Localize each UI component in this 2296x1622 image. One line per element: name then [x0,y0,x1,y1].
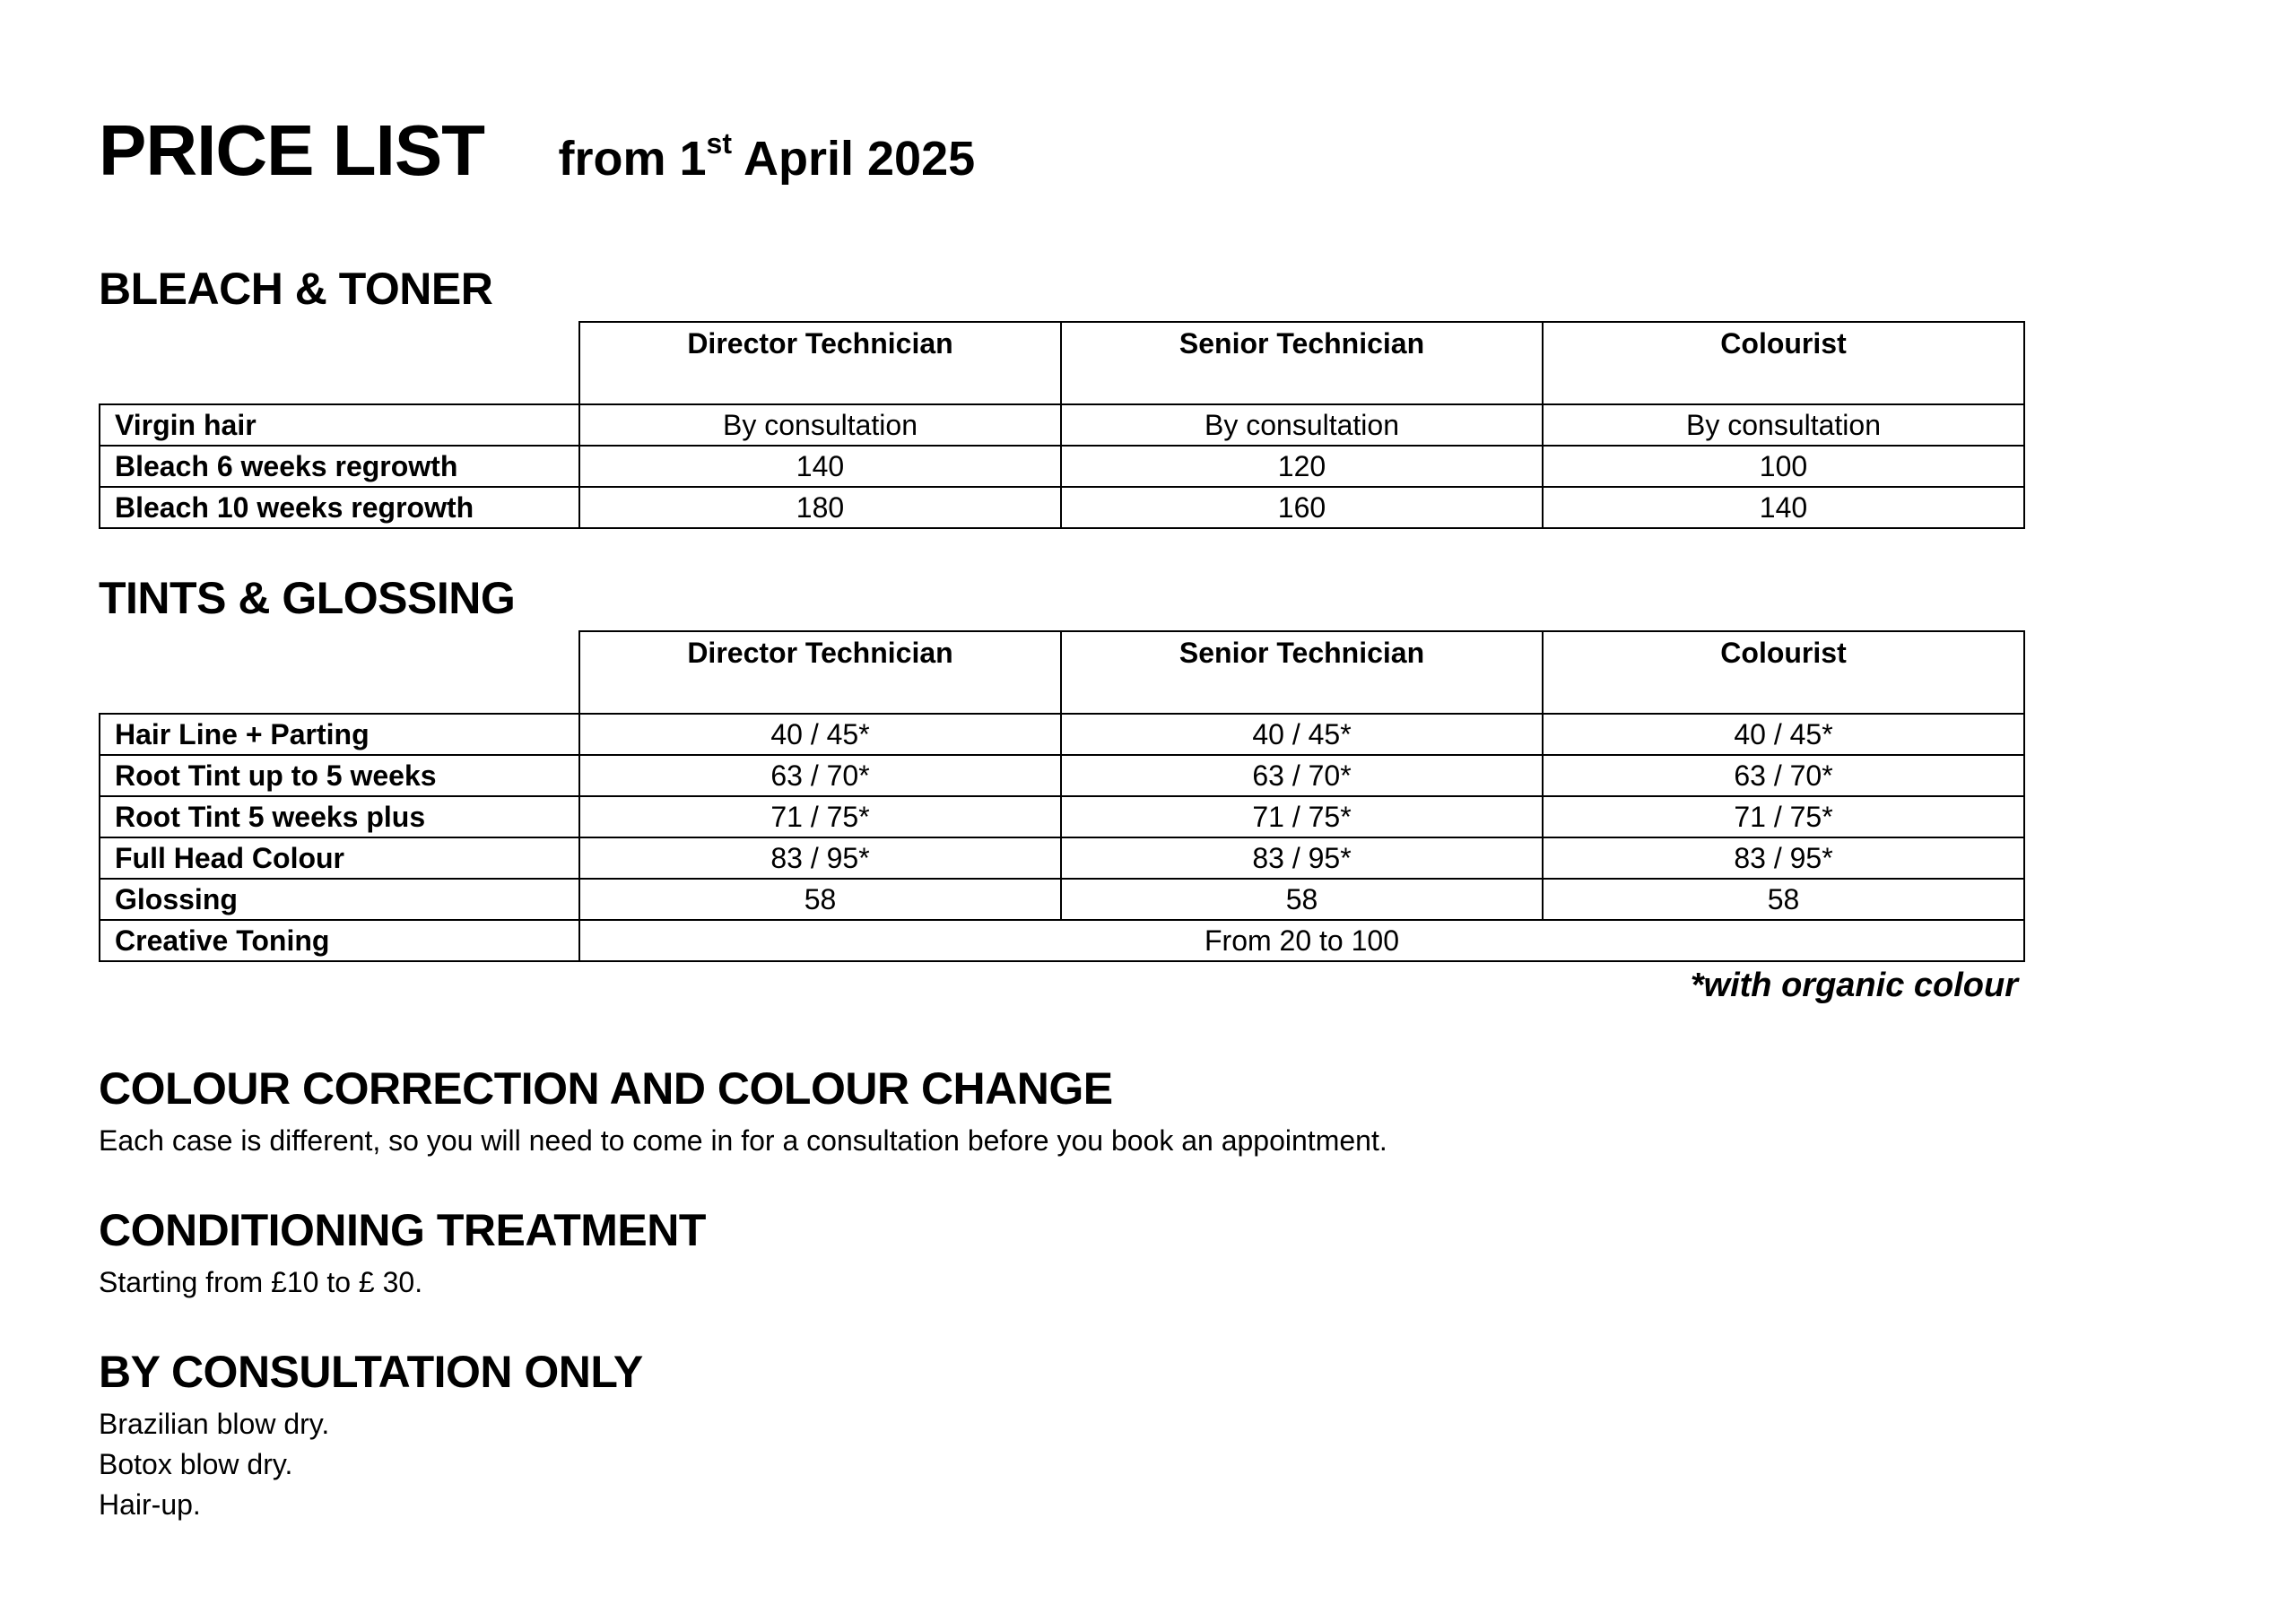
conditioning-heading: CONDITIONING TREATMENT [99,1205,706,1255]
price-cell: 40 / 45* [1061,714,1543,755]
list-item: Hair-up. [99,1488,201,1521]
page-title: PRICE LIST [99,110,485,190]
price-cell: By consultation [579,404,1061,446]
table-row [100,446,2024,487]
merged-price-cell: From 20 to 100 [579,920,2024,961]
price-cell: 120 [1061,446,1543,487]
table-row [100,404,2024,446]
row-label: Hair Line + Parting [100,714,579,755]
price-cell: 83 / 95* [579,837,1061,879]
list-item: Brazilian blow dry. [99,1408,330,1440]
tints-col-senior: Senior Technician [1061,631,1543,714]
tints-col-colourist: Colourist [1543,631,2024,714]
effective-date-prefix: from 1 [558,132,707,186]
colour-correction-text: Each case is different, so you will need to come in for a consultation before you book an appointment. [99,1124,1387,1157]
price-cell: 140 [1543,487,2024,528]
row-label: Full Head Colour [100,837,579,879]
price-cell: 83 / 95* [1543,837,2024,879]
bleach-col-senior: Senior Technician [1061,322,1543,404]
tints-header-row [100,631,2024,714]
effective-date-ordinal: st [706,127,732,160]
table-row [100,487,2024,528]
bleach-col-colourist: Colourist [1543,322,2024,404]
row-label: Bleach 10 weeks regrowth [100,487,579,528]
tints-heading: TINTS & GLOSSING [99,573,516,623]
tints-header-blank [100,631,579,714]
row-label: Root Tint 5 weeks plus [100,796,579,837]
price-cell: 58 [1543,879,2024,920]
consultation-only-heading: BY CONSULTATION ONLY [99,1347,643,1397]
table-row [100,837,2024,879]
bleach-heading: BLEACH & TONER [99,264,493,314]
table-row [100,920,2024,961]
price-cell: 40 / 45* [1543,714,2024,755]
price-cell: 100 [1543,446,2024,487]
price-cell: 63 / 70* [579,755,1061,796]
effective-date-suffix: April 2025 [732,132,976,186]
price-cell: 71 / 75* [1543,796,2024,837]
price-cell: By consultation [1061,404,1543,446]
table-row [100,879,2024,920]
price-cell: 71 / 75* [1061,796,1543,837]
conditioning-text: Starting from £10 to £ 30. [99,1266,423,1298]
price-cell: 71 / 75* [579,796,1061,837]
bleach-header-row [100,322,2024,404]
price-cell: 58 [1061,879,1543,920]
price-cell: 180 [579,487,1061,528]
bleach-table [99,321,2025,529]
bleach-col-director: Director Technician [579,322,1061,404]
colour-correction-heading: COLOUR CORRECTION AND COLOUR CHANGE [99,1063,1113,1114]
row-label: Creative Toning [100,920,579,961]
row-label: Glossing [100,879,579,920]
row-label: Virgin hair [100,404,579,446]
list-item: Botox blow dry. [99,1448,293,1480]
price-cell: By consultation [1543,404,2024,446]
price-cell: 63 / 70* [1061,755,1543,796]
title-row [99,109,975,192]
price-cell: 58 [579,879,1061,920]
price-cell: 140 [579,446,1061,487]
row-label: Bleach 6 weeks regrowth [100,446,579,487]
bleach-header-blank [100,322,579,404]
tints-table [99,630,2025,962]
price-cell: 63 / 70* [1543,755,2024,796]
organic-colour-note: *with organic colour [1690,967,2018,1004]
table-row [100,755,2024,796]
price-cell: 160 [1061,487,1543,528]
price-cell: 83 / 95* [1061,837,1543,879]
price-cell: 40 / 45* [579,714,1061,755]
table-row [100,796,2024,837]
row-label: Root Tint up to 5 weeks [100,755,579,796]
table-row [100,714,2024,755]
tints-col-director: Director Technician [579,631,1061,714]
effective-date [558,127,976,186]
